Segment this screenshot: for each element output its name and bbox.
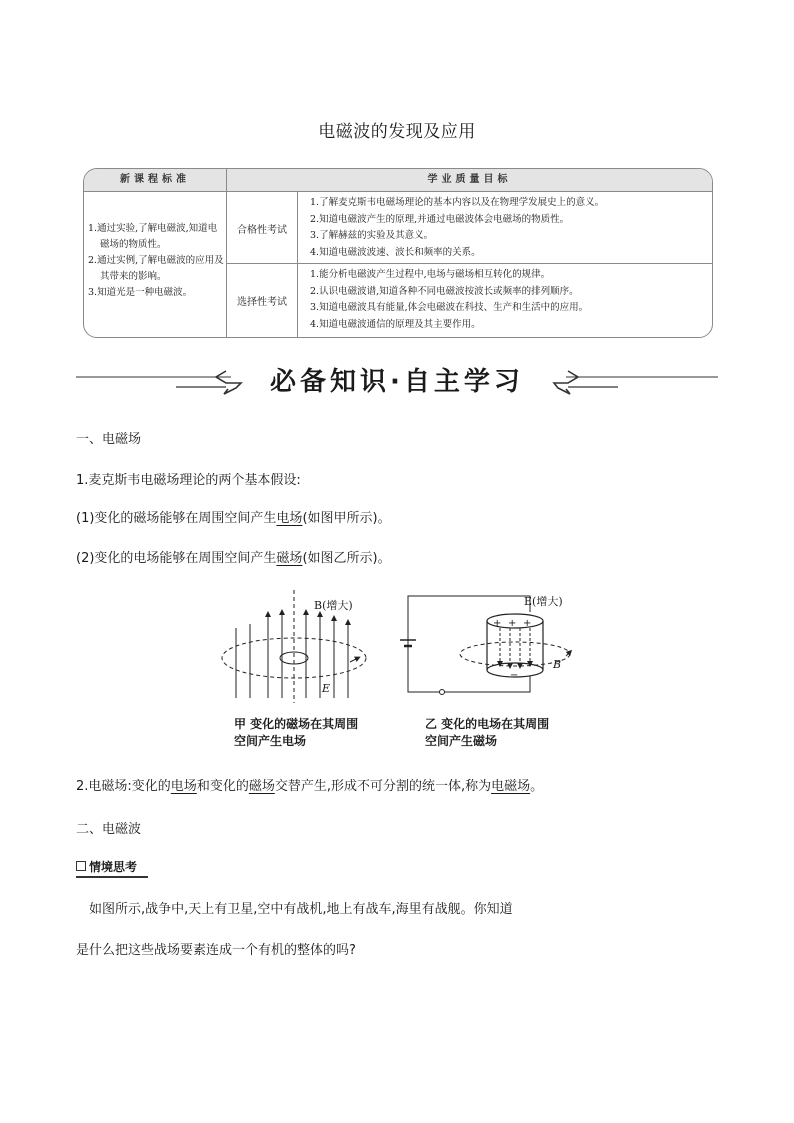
section-heading-em-field: 一、电磁场 bbox=[76, 432, 142, 447]
header-curriculum: 新课程标准 bbox=[120, 174, 190, 185]
header-quality-goals: 学业质量目标 bbox=[427, 174, 512, 185]
text: (2)变化的电场能够在周围空间产生 bbox=[76, 551, 277, 566]
svg-text:+: + bbox=[493, 618, 502, 629]
text: 交替产生,形成不可分割的统一体,称为 bbox=[274, 779, 492, 794]
table-header bbox=[84, 169, 712, 192]
label-B-increasing: B(增大) bbox=[314, 599, 353, 612]
answer-underlined: 电磁场 bbox=[491, 779, 531, 794]
page-title: 电磁波的发现及应用 bbox=[318, 122, 476, 142]
text: 。 bbox=[530, 779, 544, 794]
scenario-tag bbox=[76, 858, 137, 875]
hypothesis-1 bbox=[76, 509, 391, 529]
list-item: 2.知道电磁波产生的原理,并通过电磁波体会电磁场的物质性。 bbox=[310, 213, 570, 225]
caption-line: 空间产生电场 bbox=[234, 734, 307, 748]
square-icon bbox=[76, 861, 86, 871]
answer-underlined: 磁场 bbox=[248, 779, 275, 794]
caption-left bbox=[234, 716, 358, 750]
list-item: 2.认识电磁波谱,知道各种不同电磁波按波长或频率的排列顺序。 bbox=[310, 285, 579, 297]
answer-underlined: 磁场 bbox=[276, 551, 303, 566]
text: (1)变化的磁场能够在周围空间产生 bbox=[76, 511, 277, 526]
maxwell-intro: 1.麦克斯韦电磁场理论的两个基本假设: bbox=[76, 473, 301, 488]
em-field-definition bbox=[76, 777, 543, 797]
label-E-increasing: E(增大) bbox=[524, 595, 563, 608]
category-qualifying: 合格性考试 bbox=[237, 225, 287, 236]
goals-selective bbox=[310, 267, 708, 333]
section-heading-em-wave: 二、电磁波 bbox=[76, 822, 142, 837]
list-item: 1.能分析电磁波产生过程中,电场与磁场相互转化的规律。 bbox=[310, 269, 551, 280]
svg-text:+: + bbox=[508, 618, 517, 629]
divider bbox=[226, 263, 712, 264]
list-item: 1.通过实验,了解电磁波,知道电磁场的物质性。 bbox=[88, 223, 218, 250]
diagram-changing-electric-field bbox=[400, 596, 570, 695]
answer-underlined: 电场 bbox=[276, 511, 303, 526]
section-banner bbox=[76, 362, 718, 402]
list-item: 4.知道电磁波通信的原理及其主要作用。 bbox=[310, 318, 481, 330]
list-item: 2.通过实例,了解电磁波的应用及其带来的影响。 bbox=[88, 255, 224, 282]
list-item: 4.知道电磁波波速、波长和频率的关系。 bbox=[310, 246, 481, 258]
curriculum-list bbox=[88, 221, 224, 301]
text: (如图甲所示)。 bbox=[302, 511, 391, 526]
caption-line: 空间产生磁场 bbox=[425, 734, 498, 748]
text: 2.电磁场:变化的 bbox=[76, 779, 171, 794]
caption-line: 甲 变化的磁场在其周围 bbox=[234, 717, 359, 731]
label-E: E bbox=[322, 682, 331, 695]
caption-right bbox=[425, 716, 549, 750]
svg-text:−: − bbox=[510, 670, 519, 681]
svg-text:+: + bbox=[523, 618, 532, 629]
goals-qualifying bbox=[310, 195, 708, 261]
tag-label: 情境思考 bbox=[89, 860, 138, 874]
tag-underline bbox=[76, 876, 148, 878]
divider bbox=[226, 169, 227, 337]
divider bbox=[297, 191, 298, 337]
label-B: B bbox=[553, 658, 562, 671]
list-item: 3.了解赫兹的实验及其意义。 bbox=[310, 230, 434, 241]
scenario-paragraph-line1: 如图所示,战争中,天上有卫星,空中有战机,地上有战车,海里有战舰。你知道 bbox=[89, 902, 513, 917]
category-selective: 选择性考试 bbox=[237, 297, 287, 308]
banner-title: 必备知识·自主学习 bbox=[270, 367, 524, 397]
list-item: 3.知道电磁波具有能量,体会电磁波在科技、生产和生活中的应用。 bbox=[310, 302, 589, 313]
text: (如图乙所示)。 bbox=[302, 551, 391, 566]
list-item: 3.知道光是一种电磁波。 bbox=[88, 287, 193, 298]
caption-line: 乙 变化的电场在其周围 bbox=[425, 717, 550, 731]
text: 和变化的 bbox=[196, 779, 249, 794]
standards-table bbox=[83, 168, 713, 338]
answer-underlined: 电场 bbox=[170, 779, 197, 794]
scenario-paragraph-line2: 是什么把这些战场要素连成一个有机的整体的吗? bbox=[76, 943, 356, 958]
list-item: 1.了解麦克斯韦电磁场理论的基本内容以及在物理学发展史上的意义。 bbox=[310, 197, 605, 208]
em-field-figure bbox=[210, 588, 590, 753]
hypothesis-2 bbox=[76, 549, 391, 569]
